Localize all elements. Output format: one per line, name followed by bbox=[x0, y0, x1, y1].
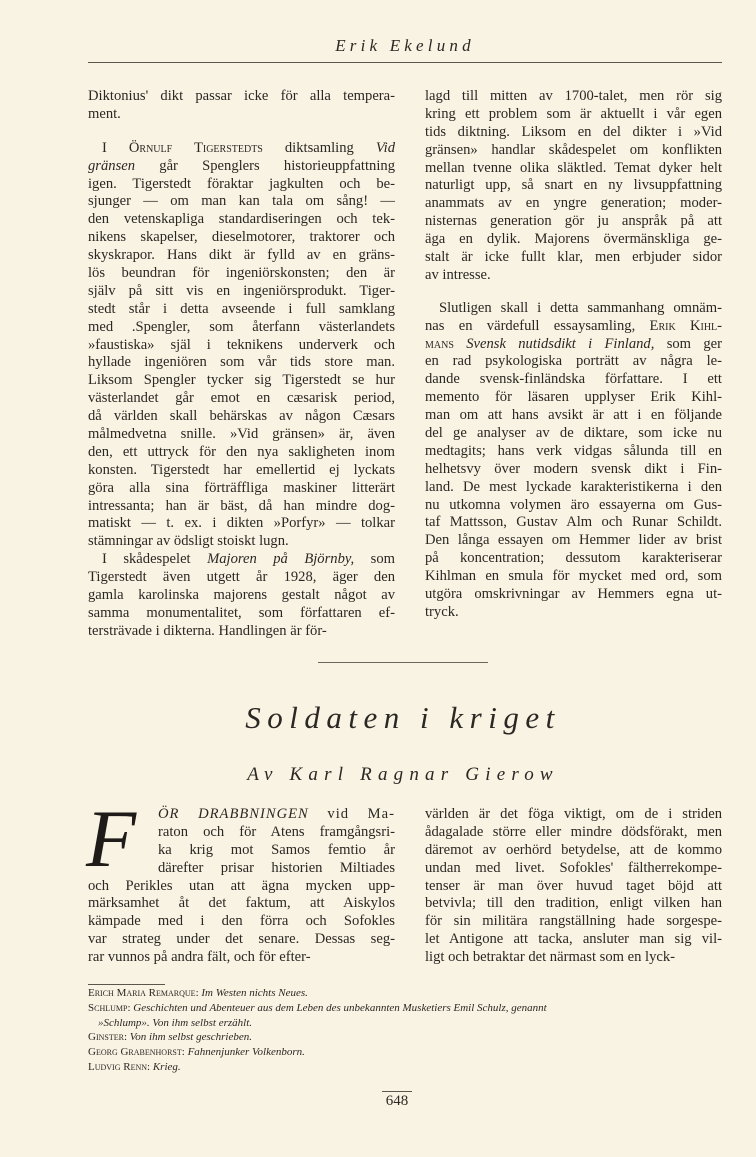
text: den vetenskapliga standardiseringen och tek- bbox=[88, 211, 395, 228]
text: tersträvade i dikterna. Handlingen är för- bbox=[88, 622, 327, 639]
text: ment. bbox=[88, 105, 121, 122]
text: : bbox=[181, 1046, 188, 1059]
italic-text: Majoren på Björnby, bbox=[207, 551, 355, 568]
paragraph bbox=[88, 140, 395, 551]
footnote bbox=[88, 1060, 728, 1075]
text: let Antigone att tacka, ansluter man sig vil- bbox=[425, 931, 722, 948]
article-right-column bbox=[425, 806, 722, 967]
text-line bbox=[88, 140, 395, 158]
text: göra alla sina förträffliga maskiner litterärt bbox=[88, 479, 395, 496]
text-line bbox=[88, 337, 395, 355]
text-line bbox=[425, 267, 722, 285]
text-line bbox=[88, 408, 395, 426]
text: då världen skall behärskas av någon Cæsars bbox=[88, 408, 395, 425]
small-caps-text: Erich Maria Remarque bbox=[88, 987, 196, 999]
text-line bbox=[88, 390, 395, 408]
text: nas en värdefull essaysamling, bbox=[425, 317, 650, 334]
text-line bbox=[425, 213, 722, 231]
text-line bbox=[425, 231, 722, 249]
text-line bbox=[425, 479, 722, 497]
small-caps-text: Ginster bbox=[88, 1031, 124, 1044]
text: man om att hans avsikt är att i en följande bbox=[425, 407, 722, 424]
footnote bbox=[88, 986, 728, 1001]
text-line bbox=[425, 88, 722, 106]
text-line bbox=[425, 514, 722, 532]
small-caps-text: Erik Kihl- bbox=[649, 317, 723, 334]
text: stalt är icke fullt klar, men erbjuder sidor bbox=[425, 249, 722, 266]
text: I skådespelet bbox=[102, 551, 208, 568]
text-line bbox=[88, 193, 395, 211]
text-line bbox=[88, 860, 395, 878]
text: sjunger — om man kan tala om sång! — bbox=[88, 193, 395, 210]
text: den, ett uttryck för den nya sakligheten inom bbox=[88, 443, 395, 460]
small-caps-text: mans bbox=[425, 335, 454, 352]
text: dande svensk-finländska författare. I ett bbox=[425, 371, 722, 388]
text-line bbox=[425, 177, 722, 195]
text-line bbox=[425, 124, 722, 142]
text-line bbox=[425, 806, 722, 824]
text-line bbox=[425, 550, 722, 568]
text: memento för läsaren upplyser Erik Kihl- bbox=[425, 389, 722, 406]
text-line bbox=[88, 480, 395, 498]
text: nikens skapelser, dieselmotorer, traktorer och bbox=[88, 229, 395, 246]
text-line bbox=[88, 247, 395, 265]
footnotes bbox=[88, 986, 728, 1075]
text: land. De mest lyckade karakteristikerna i den bbox=[425, 478, 722, 495]
article-left-column bbox=[88, 806, 395, 967]
text-line bbox=[425, 878, 722, 896]
text-line bbox=[88, 569, 395, 587]
text-line bbox=[88, 1060, 728, 1075]
text: går Spenglers historieuppfattning bbox=[135, 157, 395, 174]
text-line bbox=[425, 842, 722, 860]
text: rar vunnos på andra fält, och för efter- bbox=[88, 949, 311, 966]
text-line bbox=[88, 88, 395, 106]
text-line bbox=[425, 407, 722, 425]
italic-text: ÖR DRABBNINGEN bbox=[158, 806, 309, 822]
text-line bbox=[88, 444, 395, 462]
text: tids diktning. Liksom en del dikter i »Vid bbox=[425, 123, 722, 140]
article-title: Soldaten i kriget bbox=[245, 700, 561, 735]
text: Slutligen skall i detta sammanhang omnäm- bbox=[439, 299, 722, 316]
text-line bbox=[425, 824, 722, 842]
text: däremot av oerhörd betydelse, att de kommo bbox=[425, 841, 722, 858]
text-line bbox=[88, 1001, 728, 1016]
text: utgöra omskrivningar av Hemmers egna ut- bbox=[425, 586, 722, 603]
text: intressanta; han är bäst, då han mindre dog- bbox=[88, 497, 395, 514]
text-line bbox=[88, 842, 395, 860]
footnote-rule bbox=[88, 984, 165, 985]
running-head: Erik Ekelund bbox=[335, 36, 475, 55]
text: som bbox=[354, 551, 396, 568]
text: tryck. bbox=[425, 603, 459, 620]
text-line bbox=[88, 462, 395, 480]
text-line bbox=[88, 551, 395, 569]
text: nisternas generation gör ju anspråk på att bbox=[425, 213, 722, 230]
text-line bbox=[425, 860, 722, 878]
text: märksamhet åt det faktum, att Aiskylos bbox=[88, 895, 395, 912]
text: västerlandet går emot en cæsarisk period, bbox=[88, 390, 395, 407]
text-line bbox=[88, 931, 395, 949]
text: : bbox=[127, 1001, 134, 1014]
text: för sin militära rangställning hade sorgespe- bbox=[425, 913, 722, 930]
section-separator bbox=[318, 662, 488, 663]
text-line bbox=[425, 371, 722, 389]
footnote bbox=[88, 1001, 728, 1031]
text-line bbox=[88, 283, 395, 301]
text: diktsamling bbox=[262, 139, 376, 156]
paragraph bbox=[88, 88, 395, 124]
small-caps-text: Örnulf Tigerstedts bbox=[128, 139, 263, 156]
text-line bbox=[88, 229, 395, 247]
text bbox=[454, 336, 466, 352]
text-line bbox=[88, 1045, 728, 1060]
text: tenser är man över huvud taget böjd att bbox=[425, 877, 722, 894]
text: målmedvetna snille. »Vid gränsen» är, även bbox=[88, 426, 395, 443]
text: själv på sitt vis en ingeniörsprodukt. Tiger- bbox=[88, 282, 395, 299]
text: samma monumentalitet, som författaren ef- bbox=[88, 604, 395, 621]
text-line bbox=[425, 353, 722, 371]
text: anammats av en yngre generation; moder- bbox=[425, 195, 722, 212]
text: som ger bbox=[654, 335, 722, 352]
text-line bbox=[425, 949, 722, 967]
text-line bbox=[425, 568, 722, 586]
text: ligt och betraktar det närmast som en lyck- bbox=[425, 949, 676, 966]
text-line bbox=[88, 158, 395, 176]
text-line bbox=[425, 425, 722, 443]
text: stämningar av ödsligt stoiskt lugn. bbox=[88, 533, 289, 550]
paragraph bbox=[425, 88, 722, 285]
text: ådagalade större eller mindre dödsförakt, men bbox=[425, 823, 722, 840]
drop-cap: F bbox=[86, 793, 137, 884]
text: taf Mattsson, Gustav Alm och Runar Schildt. bbox=[425, 514, 722, 531]
italic-text: Svensk nutidsdikt i Finland, bbox=[466, 335, 655, 352]
text: vid Ma- bbox=[308, 806, 395, 822]
text: Tigerstedt även utgett år 1928, äger den bbox=[88, 569, 395, 586]
italic-text: gränsen bbox=[88, 157, 136, 174]
text-line bbox=[88, 106, 395, 124]
text-line bbox=[425, 443, 722, 461]
paragraph bbox=[425, 806, 722, 967]
text: Den långa essayen om Hemmer lider av brist bbox=[425, 532, 722, 549]
text: Kihlman en smula för mycket med ord, som bbox=[425, 568, 722, 585]
text-line bbox=[425, 586, 722, 604]
review-right-column bbox=[425, 88, 722, 622]
text-line bbox=[425, 195, 722, 213]
text: skyskrapor. Hans dikt är fylld av en gräns- bbox=[88, 247, 395, 264]
text-line bbox=[88, 986, 728, 1001]
text: lös beundran för ingeniörskonsten; den är bbox=[88, 265, 395, 282]
text-line bbox=[88, 605, 395, 623]
text: lagd till mitten av 1700-talet, men rör sig bbox=[425, 88, 722, 104]
text-line bbox=[88, 1016, 728, 1031]
review-left-column bbox=[88, 88, 395, 641]
text: helhetsvy över modern svensk dikt i Fin- bbox=[425, 460, 722, 477]
italic-text: »Schlump». Von ihm selbst erzählt. bbox=[98, 1016, 252, 1029]
text: äga en dylik. Majorens övermänskliga ge- bbox=[425, 231, 722, 248]
text-line bbox=[88, 913, 395, 931]
text-line bbox=[88, 211, 395, 229]
text: världen är det föga viktigt, om de i striden bbox=[425, 806, 722, 822]
text-line bbox=[88, 426, 395, 444]
text: undan med livet. Sofokles' fältherrekompe- bbox=[425, 859, 722, 876]
text: med .Spengler, som återfann västerlandets bbox=[88, 318, 395, 335]
text-line bbox=[88, 498, 395, 516]
text-line bbox=[425, 895, 722, 913]
text-line bbox=[425, 389, 722, 407]
text-line bbox=[425, 532, 722, 550]
text: I bbox=[102, 139, 129, 156]
paragraph bbox=[425, 300, 722, 622]
small-caps-text: Georg Grabenhorst bbox=[88, 1046, 182, 1059]
italic-text: Geschichten und Abenteuer aus dem Leben des unbekannten Musketiers Emil Schulz, genannt bbox=[133, 1001, 547, 1014]
text: därefter prisar historien Miltiades bbox=[158, 859, 395, 876]
text-line bbox=[88, 354, 395, 372]
text: av intresse. bbox=[425, 266, 491, 283]
text-line bbox=[425, 604, 722, 622]
text: : bbox=[195, 987, 202, 999]
italic-text: Von ihm selbst geschrieben. bbox=[129, 1031, 252, 1044]
text: del ge analyser av de diktare, som icke nu bbox=[425, 425, 722, 442]
text-line bbox=[88, 878, 395, 896]
text: naturligt upp, så snart en ny livsuppfattning bbox=[425, 177, 722, 194]
text: matiskt — t. ex. i dikten »Porfyr» — tolkar bbox=[88, 515, 395, 532]
text: ka krig mot Samos femtio år bbox=[158, 841, 395, 858]
text: raton och för Atens framgångsri- bbox=[158, 823, 395, 840]
small-caps-text: Schlump bbox=[88, 1001, 128, 1014]
text: en rad psykologiska porträtt av några le- bbox=[425, 353, 722, 370]
text: medtagits; hans verk vidgas sålunda till en bbox=[425, 442, 722, 459]
paragraph bbox=[88, 551, 395, 640]
text-line bbox=[88, 824, 395, 842]
text-line bbox=[425, 249, 722, 267]
text-line bbox=[88, 265, 395, 283]
text: Diktonius' dikt passar icke för alla tempera- bbox=[88, 88, 395, 104]
text-line bbox=[88, 1030, 728, 1045]
text-line bbox=[88, 301, 395, 319]
text: kämpade med i den förra och Sofokles bbox=[88, 913, 395, 930]
text: nu utkomna volymen äro essayerna om Gus- bbox=[425, 496, 722, 513]
text-line bbox=[88, 895, 395, 913]
text-line bbox=[88, 176, 395, 194]
text-line bbox=[88, 515, 395, 533]
text: på koncentration; dessutom karakteriserar bbox=[425, 550, 722, 567]
text-line bbox=[425, 318, 722, 336]
page-number: 648 bbox=[382, 1091, 412, 1110]
text-line bbox=[88, 623, 395, 641]
text-line bbox=[425, 497, 722, 515]
text: mellan tvenne olika släktled. Temat dyker helt bbox=[425, 159, 722, 176]
text-line bbox=[425, 461, 722, 479]
text-line bbox=[88, 949, 395, 967]
text-line bbox=[88, 319, 395, 337]
text: gränsen» handlar skådespelet om konflikten bbox=[425, 141, 722, 158]
small-caps-text: Ludvig Renn bbox=[88, 1060, 148, 1073]
text: »faustiska» själ i teknikens underverk och bbox=[88, 336, 395, 353]
text-line bbox=[425, 106, 722, 124]
text: gamla karolinska majorens gestalt något av bbox=[88, 587, 395, 604]
italic-text: Krieg. bbox=[152, 1060, 181, 1073]
paragraph bbox=[88, 806, 395, 967]
text: : bbox=[147, 1060, 153, 1073]
text: var strateg under det senare. Dessas seg- bbox=[88, 931, 395, 948]
header-rule bbox=[88, 62, 722, 63]
text-line bbox=[88, 806, 395, 824]
text: och Perikles utan att ägna mycken upp- bbox=[88, 877, 395, 894]
footnote bbox=[88, 1045, 728, 1060]
italic-text: Im Westen nichts Neues. bbox=[201, 987, 308, 999]
text-line bbox=[425, 160, 722, 178]
text-line bbox=[88, 372, 395, 390]
text: betvivla; till den tradition, enligt vilken han bbox=[425, 895, 722, 912]
article-byline: Av Karl Ragnar Gierow bbox=[247, 764, 559, 785]
text: stedt står i detta avseende i full samklang bbox=[88, 300, 395, 317]
text: igen. Tigerstedt föraktar jagkulten och be- bbox=[88, 175, 395, 192]
text-line bbox=[425, 300, 722, 318]
text: : bbox=[123, 1031, 130, 1044]
text-line bbox=[425, 931, 722, 949]
text: konsten. Tigerstedt har emellertid ej lyckats bbox=[88, 461, 395, 478]
text: Liksom Spengler tycker sig Tigerstedt se hur bbox=[88, 372, 395, 389]
text-line bbox=[88, 533, 395, 551]
footnote bbox=[88, 1030, 728, 1045]
text: hyllade ingeniören som vår tids store man. bbox=[88, 354, 395, 371]
text-line bbox=[425, 336, 722, 354]
text: kring ett problem som är aktuellt i vår egen bbox=[425, 105, 722, 122]
text-line bbox=[425, 142, 722, 160]
italic-text: Fahnenjunker Volkenborn. bbox=[187, 1046, 305, 1059]
italic-text: Vid bbox=[375, 139, 396, 156]
text-line bbox=[88, 587, 395, 605]
text-line bbox=[425, 913, 722, 931]
